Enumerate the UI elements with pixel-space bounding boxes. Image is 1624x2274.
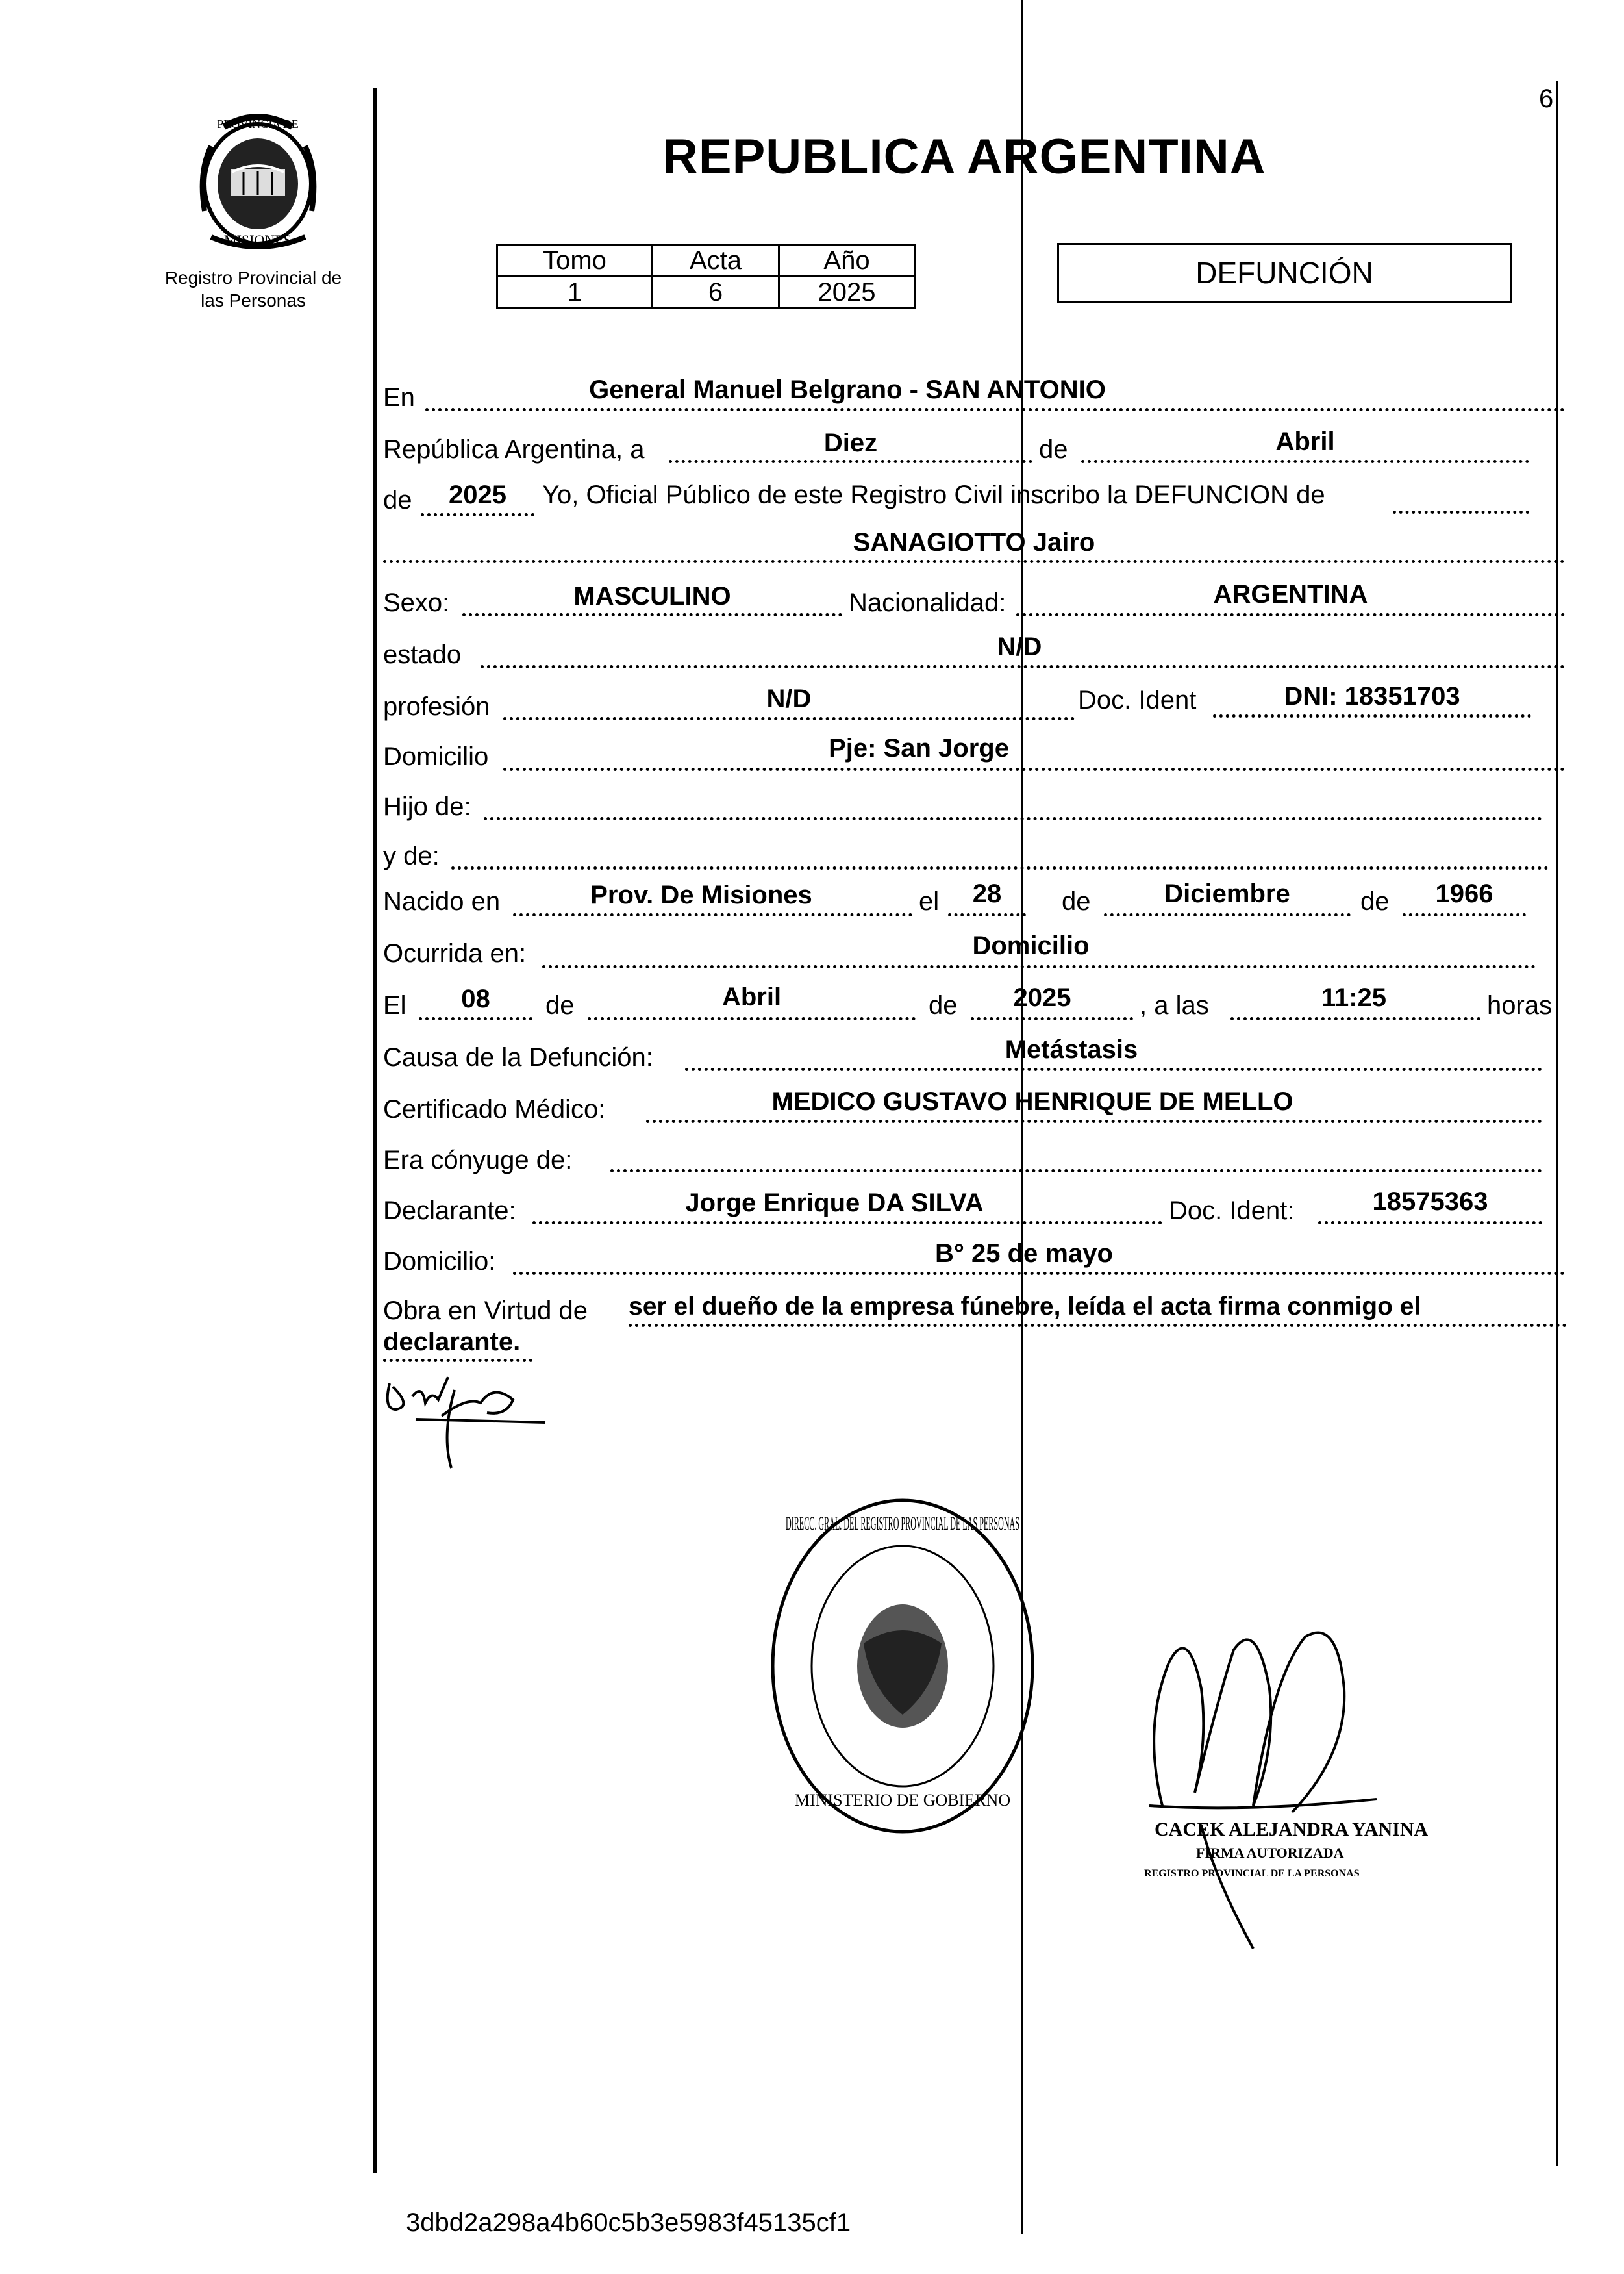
dia-value: Diez	[823, 429, 878, 457]
profesion-label: profesión	[383, 692, 490, 721]
nacido-line	[513, 913, 912, 916]
tomo-header: Tomo	[497, 245, 653, 277]
decl-domicilio-value: B° 25 de mayo	[935, 1239, 1113, 1268]
fallec-dia-line	[419, 1017, 532, 1020]
nac-dia-line	[948, 913, 1026, 916]
sexo-value: MASCULINO	[573, 582, 731, 611]
domicilio-label: Domicilio	[383, 742, 489, 771]
en-value: General Manuel Belgrano - SAN ANTONIO	[589, 375, 1106, 404]
profesion-line	[503, 717, 1075, 720]
sexo-label: Sexo:	[383, 588, 450, 617]
fallec-dia-value: 08	[461, 985, 490, 1013]
seal-inner-text: MINISTERIO DE GOBIERNO	[794, 1791, 1011, 1810]
mes-value: Abril	[1275, 427, 1335, 456]
en-line	[425, 408, 1565, 411]
registry-label	[143, 266, 364, 312]
nac-anio-line	[1403, 913, 1526, 916]
declarante-line	[532, 1221, 1162, 1224]
signer-office: REGISTRO PROVINCIAL DE LA PERSONAS	[1144, 1868, 1360, 1879]
horas-label: horas	[1487, 991, 1553, 1020]
sexo-line	[462, 613, 842, 616]
en-label: En	[383, 383, 415, 412]
republica-label: República Argentina, a	[383, 435, 645, 464]
record-type-box	[1057, 243, 1512, 303]
profesion-value: N/D	[766, 685, 812, 713]
center-fold-line	[1021, 0, 1023, 2234]
de-label: de	[1039, 435, 1068, 464]
fallec-de-label-1: de	[545, 991, 575, 1020]
signer-role: FIRMA AUTORIZADA	[1196, 1845, 1344, 1861]
signer-name: CACEK ALEJANDRA YANINA	[1155, 1819, 1429, 1840]
causa-value: Metástasis	[1005, 1035, 1138, 1064]
obra-line-1	[629, 1324, 1567, 1327]
nacionalidad-line	[1016, 613, 1565, 616]
decl-domicilio-label: Domicilio:	[383, 1247, 496, 1276]
acta-value: 6	[653, 277, 779, 309]
de-label-2: de	[383, 486, 412, 514]
causa-label: Causa de la Defunción:	[383, 1043, 653, 1072]
declarante-label: Declarante:	[383, 1196, 516, 1225]
record-type: DEFUNCIÓN	[1195, 256, 1373, 290]
page-number: 6	[1539, 84, 1554, 113]
a-las-label: , a las	[1140, 991, 1209, 1020]
domicilio-line	[503, 768, 1565, 771]
doc-ident-label: Doc. Ident	[1078, 686, 1197, 714]
nombre-line	[383, 560, 1565, 563]
ocurrida-line	[542, 965, 1536, 968]
fallec-anio-value: 2025	[1013, 983, 1071, 1012]
registry-label-line1: Registro Provincial de	[164, 268, 342, 288]
page-title: REPUBLICA ARGENTINA	[662, 129, 1266, 184]
ocurrida-value: Domicilio	[972, 931, 1090, 960]
conyuge-label: Era cónyuge de:	[383, 1146, 573, 1174]
estado-label: estado	[383, 640, 462, 669]
hora-value: 11:25	[1321, 983, 1387, 1012]
misiones-coat-of-arms-emblem	[185, 107, 331, 257]
hijo-label: Hijo de:	[383, 792, 471, 821]
y-de-line	[451, 866, 1549, 870]
decl-domicilio-line	[513, 1272, 1565, 1275]
nacionalidad-label: Nacionalidad:	[849, 588, 1006, 617]
official-seal	[766, 1494, 1039, 1838]
document-hash: 3dbd2a298a4b60c5b3e5983f45135cf1	[406, 2208, 851, 2237]
authorized-signature	[1143, 1611, 1442, 1949]
conyuge-line	[610, 1169, 1542, 1172]
yo-line	[1393, 511, 1529, 514]
registry-label-line2: las Personas	[201, 290, 306, 310]
nacionalidad-value: ARGENTINA	[1213, 580, 1368, 609]
el-label: El	[383, 991, 406, 1020]
yo-text: Yo, Oficial Público de este Registro Civil inscribo la DEFUNCION de	[542, 481, 1325, 509]
right-margin-line	[1556, 81, 1558, 2166]
nacido-label: Nacido en	[383, 887, 501, 916]
declarante-value: Jorge Enrique DA SILVA	[685, 1189, 984, 1217]
obra-value-line1: ser el dueño de la empresa fúnebre, leída el acta firma conmigo el	[629, 1293, 1421, 1320]
record-number-table	[496, 244, 916, 309]
fallec-anio-line	[971, 1017, 1133, 1020]
nac-el-label: el	[919, 887, 940, 916]
decl-doc-label: Doc. Ident:	[1169, 1196, 1295, 1225]
emblem-top-text: PROVINCIA DE	[217, 118, 299, 131]
fallec-de-label-2: de	[929, 991, 958, 1020]
anio-value: 2025	[779, 277, 915, 309]
nac-de-label-2: de	[1360, 887, 1390, 916]
dia-line	[669, 460, 1032, 463]
nac-de-label-1: de	[1062, 887, 1091, 916]
causa-line	[685, 1068, 1542, 1071]
certificado-label: Certificado Médico:	[383, 1095, 606, 1124]
ocurrida-label: Ocurrida en:	[383, 939, 527, 968]
certificado-line	[646, 1120, 1542, 1123]
tomo-value: 1	[497, 277, 653, 309]
obra-label: Obra en Virtud de	[383, 1296, 588, 1325]
nac-mes-line	[1104, 913, 1351, 916]
hijo-line	[484, 817, 1542, 820]
domicilio-value: Pje: San Jorge	[829, 734, 1009, 763]
anio-value-form: 2025	[449, 481, 506, 509]
hora-line	[1230, 1017, 1480, 1020]
y-de-label: y de:	[383, 842, 440, 870]
nac-anio-value: 1966	[1435, 879, 1493, 908]
seal-outer-text: DIRECC. GRAL. DEL REGISTRO PROVINCIAL DE LAS PERSONAS	[786, 1513, 1019, 1534]
nombre-value: SANAGIOTTO Jairo	[853, 528, 1095, 557]
obra-value-line2: declarante.	[383, 1328, 521, 1356]
declarant-signature	[377, 1358, 552, 1474]
estado-value: N/D	[997, 633, 1042, 661]
anio-line	[421, 513, 534, 516]
fallec-mes-value: Abril	[721, 983, 782, 1011]
certificado-value: MEDICO GUSTAVO HENRIQUE DE MELLO	[771, 1087, 1293, 1116]
decl-doc-line	[1318, 1221, 1542, 1224]
fallec-mes-line	[588, 1017, 916, 1020]
doc-ident-line	[1213, 714, 1531, 718]
acta-header: Acta	[653, 245, 779, 277]
emblem-bottom-text: MISIONES	[224, 232, 292, 248]
left-margin-line	[373, 88, 377, 2173]
nac-dia-value: 28	[972, 879, 1002, 908]
nacido-value: Prov. De Misiones	[590, 881, 812, 909]
anio-header: Año	[779, 245, 915, 277]
nac-mes-value: Diciembre	[1164, 879, 1290, 908]
doc-ident-value: DNI: 18351703	[1284, 682, 1460, 711]
mes-line	[1081, 460, 1529, 463]
decl-doc-value: 18575363	[1372, 1187, 1488, 1216]
estado-line	[481, 665, 1565, 668]
